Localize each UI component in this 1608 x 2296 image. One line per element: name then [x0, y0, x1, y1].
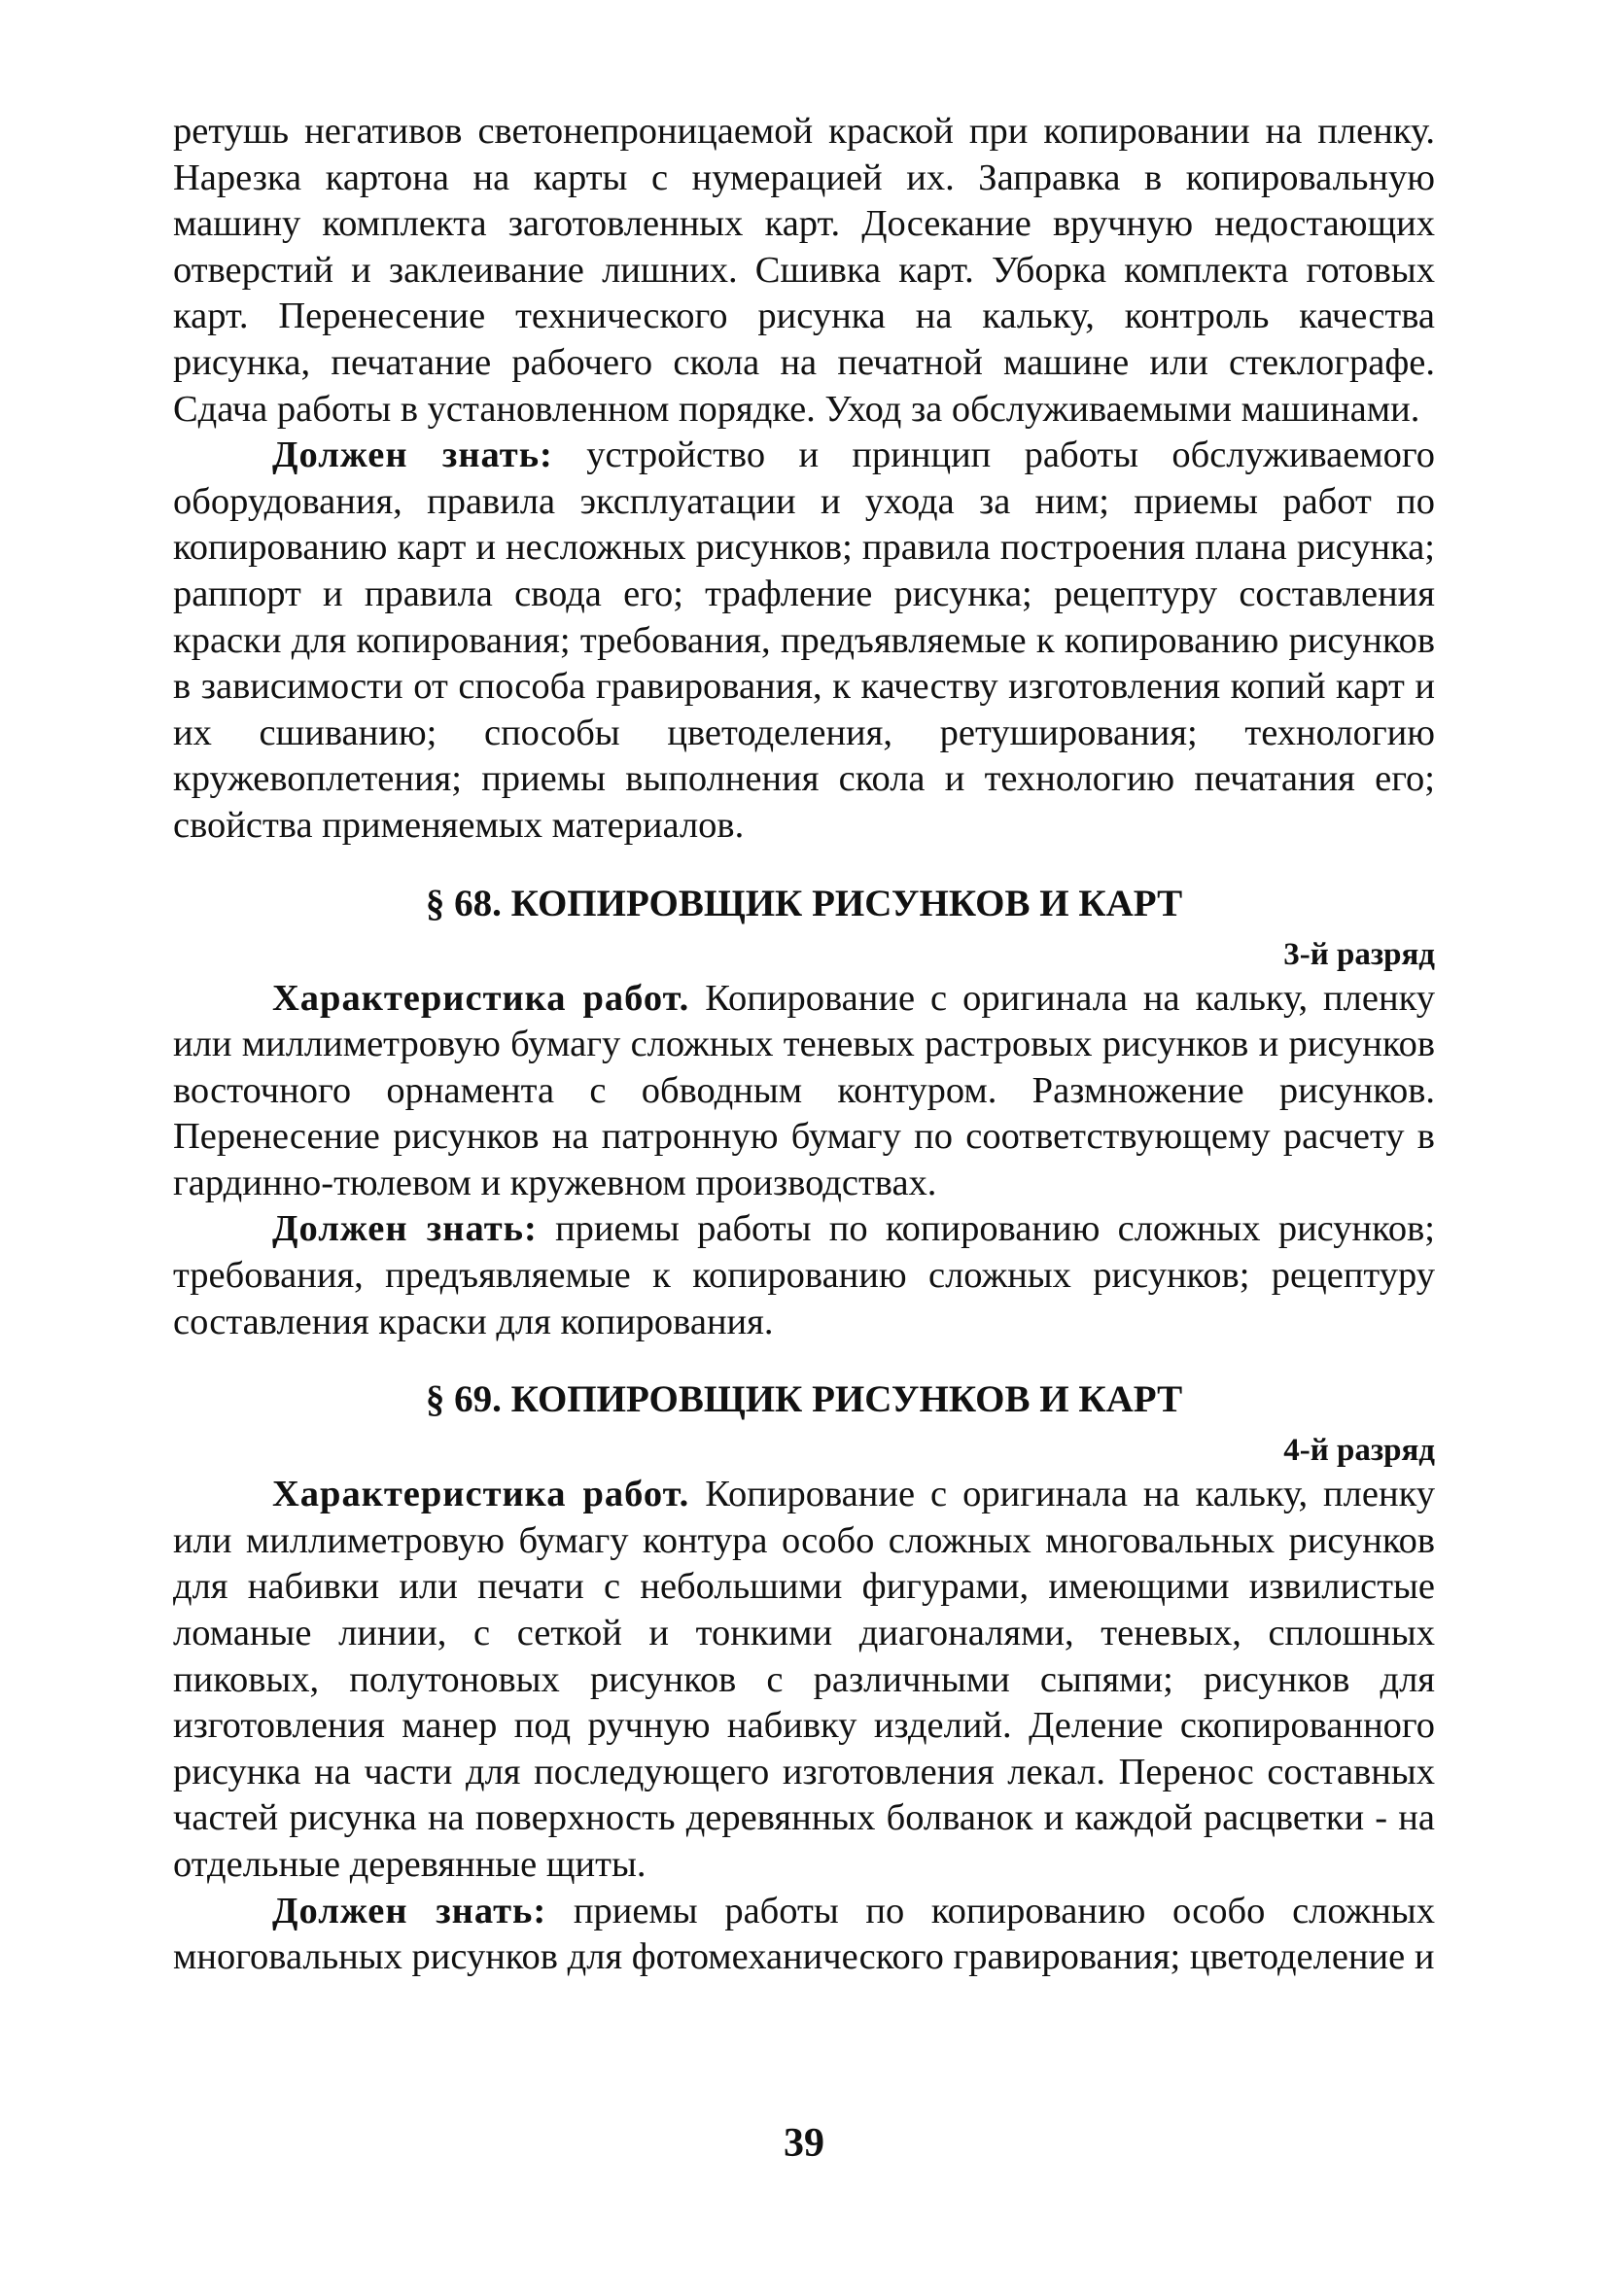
characteristic-text: Копирование с оригинала на кальку, пленку или миллиметровую бумагу сложных теневых растровых рисунков и рисунков восточного орнамента с обводным контуром. Размножение рисунков. Перенесение рисунков на патронную бумагу по соответствующему расчету в гардинно-тюлевом и кружевном производствах. [173, 977, 1435, 1203]
section-69-grade: 4-й разряд [1283, 1433, 1435, 1469]
section-69-knowledge [173, 1889, 1435, 1981]
knowledge-text: приемы работы по копированию сложных рисунков; требования, предъявляемые к копированию сложных рисунков; рецептуру составления краски для копирования. [173, 1208, 1435, 1342]
section-69-title: § 69. КОПИРОВЩИК РИСУНКОВ И КАРТ [425, 1378, 1183, 1421]
knowledge-label: Должен знать: [272, 435, 553, 476]
knowledge-text: приемы работы по копированию особо сложных многовальных рисунков для фотомеханического гравирования; цветоделение и [173, 1890, 1435, 1978]
document-page [173, 109, 1435, 1981]
intro-knowledge-paragraph [173, 433, 1435, 849]
section-68-characteristic [173, 976, 1435, 1207]
characteristic-label: Характеристика работ. [272, 977, 690, 1019]
section-68-grade: 3-й разряд [1283, 936, 1435, 972]
knowledge-label: Должен знать: [272, 1208, 538, 1250]
section-68-title: § 68. КОПИРОВЩИК РИСУНКОВ И КАРТ [425, 882, 1183, 924]
characteristic-label: Характеристика работ. [272, 1474, 690, 1515]
knowledge-label: Должен знать: [272, 1890, 547, 1931]
knowledge-text: устройство и принцип работы обслуживаемого оборудования, правила эксплуатации и ухода за ним; приемы работ по копированию карт и несложных рисунков; правила построения плана рисунка; раппорт и правила свода его; трафление рисунка; рецептуру составления краски для копирования; требования, предъявляемые к копированию рисунков в зависимости от способа гравирования, к качеству изготовления копий карт и их сшиванию; способы цветоделения, ретуширования; технологию кружевоплетения; приемы выполнения скола и технологию печатания его; свойства применяемых материалов. [173, 435, 1436, 846]
intro-paragraph: ретушь негативов светонепроницаемой краской при копировании на пленку. Нарезка картона на карты с нумерацией их. Заправка в копировальную машину комплекта заготовленных карт. Досекание вручную недостающих отверстий и заклеивание лишних. Сшивка карт. Уборка комплекта готовых карт. Перенесение технического рисунка на кальку, контроль качества рисунка, печатание рабочего скола на печатной машине или стеклографе. Сдача работы в установленном порядке. Уход за обслуживаемыми машинами. [173, 111, 1435, 430]
section-68-knowledge [173, 1206, 1435, 1345]
characteristic-text: Копирование с оригинала на кальку, пленку или миллиметровую бумагу контура особо сложных многовальных рисунков для набивки или печати с небольшими фигурами, имеющими извилистые ломаные линии, с сеткой и тонкими диагоналями, теневых, сплошных пиковых, полутоновых рисунков с различными сыпями; рисунков для изготовления манер под ручную набивку изделий. Деление скопированного рисунка на части для последующего изготовления лекал. Перенос составных частей рисунка на поверхность деревянных болванок и каждой расцветки - на отдельные деревянные щиты. [173, 1474, 1435, 1885]
section-69-characteristic [173, 1472, 1435, 1888]
page-number: 39 [784, 2121, 824, 2166]
